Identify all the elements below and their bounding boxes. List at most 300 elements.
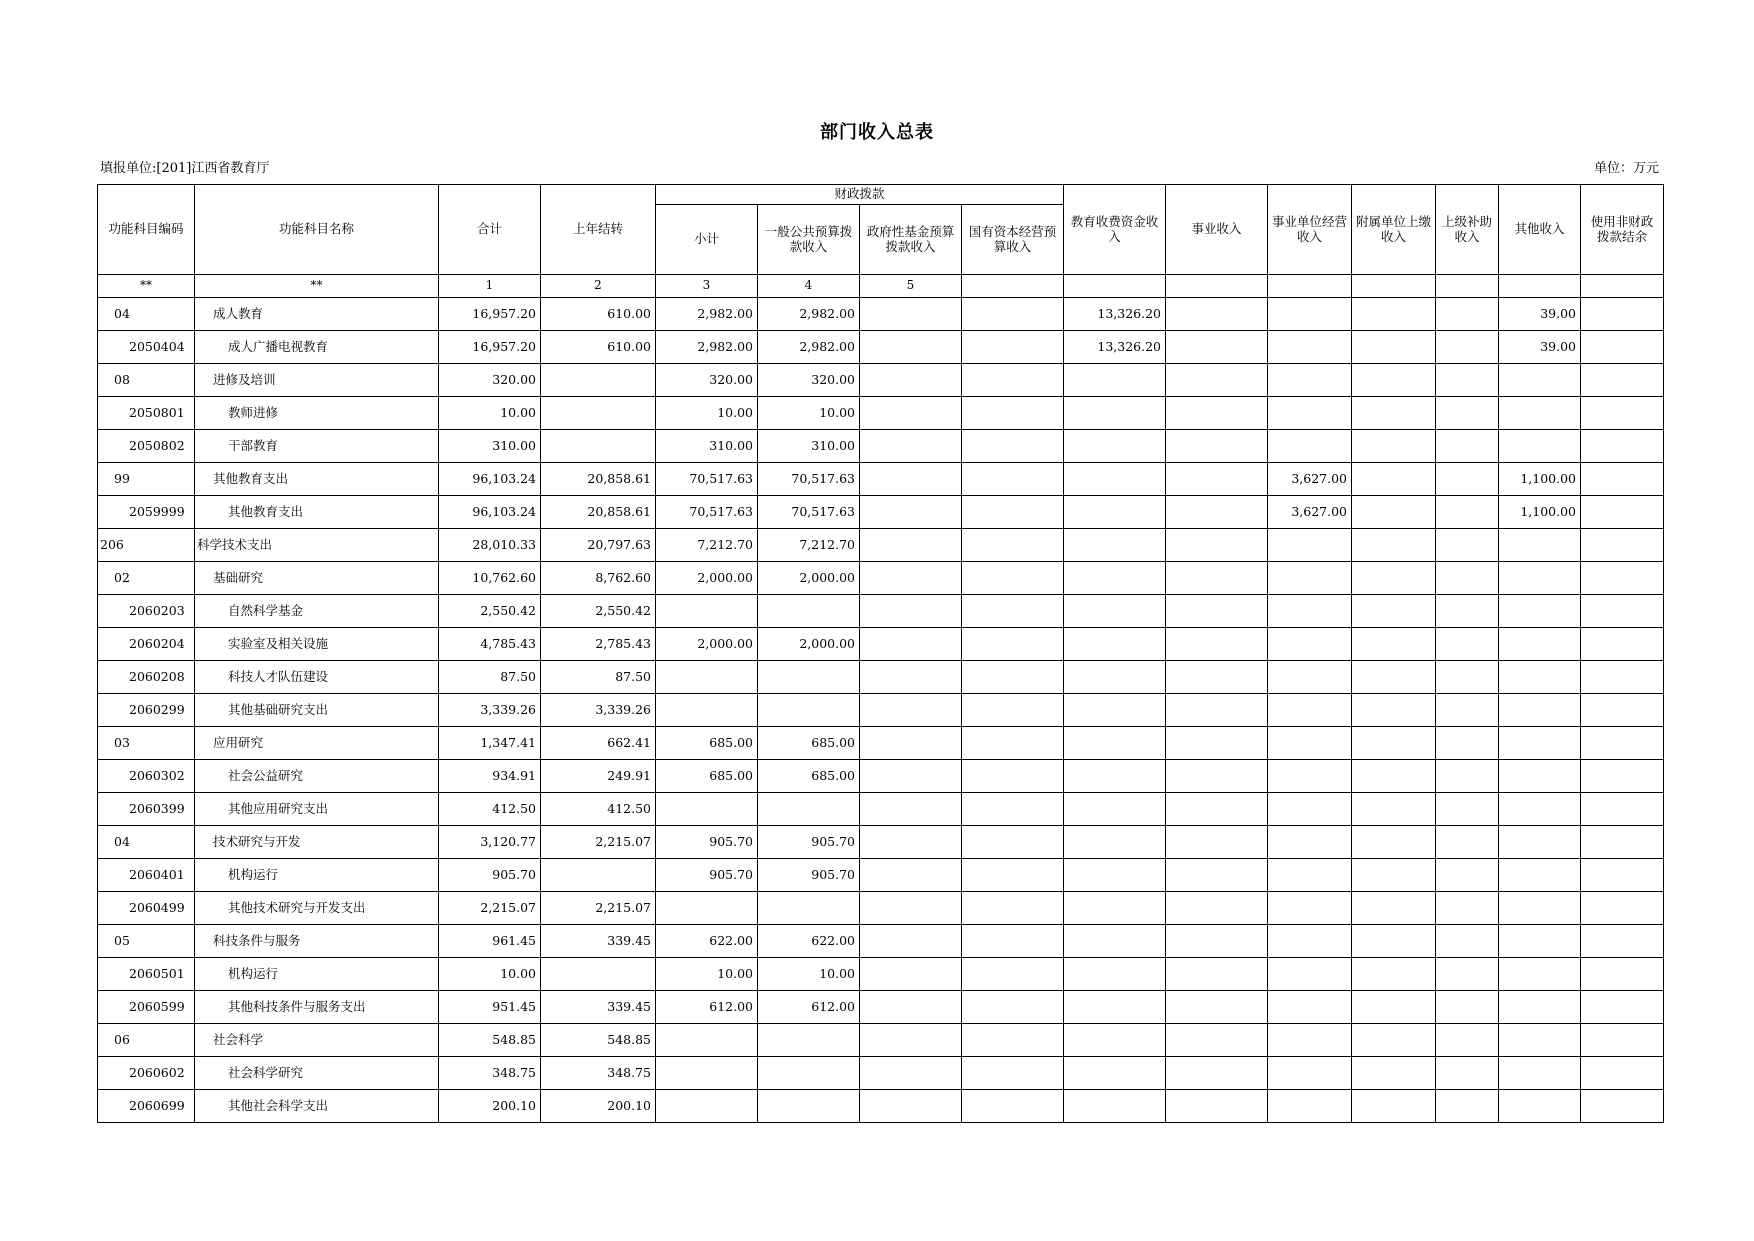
value-cell: [860, 496, 962, 529]
value-cell: 905.70: [656, 826, 758, 859]
name-cell: 实验室及相关设施: [195, 628, 439, 661]
value-cell: 310.00: [656, 430, 758, 463]
index-cell: 3: [656, 275, 758, 298]
value-cell: [962, 958, 1064, 991]
value-cell: 612.00: [656, 991, 758, 1024]
value-cell: [1064, 463, 1166, 496]
value-cell: [1268, 364, 1352, 397]
value-cell: [1268, 562, 1352, 595]
value-cell: [1166, 463, 1268, 496]
value-cell: [1268, 760, 1352, 793]
value-cell: [656, 892, 758, 925]
code-cell: 2050404: [98, 331, 195, 364]
value-cell: 339.45: [541, 925, 656, 958]
name-cell: 其他社会科学支出: [195, 1090, 439, 1123]
value-cell: [962, 661, 1064, 694]
value-cell: [860, 727, 962, 760]
value-cell: [860, 958, 962, 991]
value-cell: [1166, 595, 1268, 628]
value-cell: 3,627.00: [1268, 463, 1352, 496]
value-cell: [860, 364, 962, 397]
value-cell: [1352, 925, 1436, 958]
value-cell: 1,347.41: [439, 727, 541, 760]
value-cell: [1436, 694, 1499, 727]
code-cell: 04: [98, 298, 195, 331]
value-cell: [962, 925, 1064, 958]
value-cell: [1499, 925, 1581, 958]
value-cell: [860, 298, 962, 331]
value-cell: [1581, 595, 1664, 628]
value-cell: 70,517.63: [656, 496, 758, 529]
value-cell: [1064, 760, 1166, 793]
value-cell: [1436, 925, 1499, 958]
value-cell: 610.00: [541, 298, 656, 331]
value-cell: [1166, 430, 1268, 463]
value-cell: 2,785.43: [541, 628, 656, 661]
value-cell: 310.00: [439, 430, 541, 463]
value-cell: [1581, 463, 1664, 496]
value-cell: 610.00: [541, 331, 656, 364]
index-cell: [962, 275, 1064, 298]
code-cell: 2060203: [98, 595, 195, 628]
value-cell: [1581, 364, 1664, 397]
value-cell: [1436, 793, 1499, 826]
value-cell: 39.00: [1499, 298, 1581, 331]
value-cell: [1166, 529, 1268, 562]
value-cell: [656, 694, 758, 727]
value-cell: [1499, 1090, 1581, 1123]
name-cell: 成人教育: [195, 298, 439, 331]
table-row: [98, 628, 1664, 661]
value-cell: 87.50: [439, 661, 541, 694]
name-cell: 社会科学: [195, 1024, 439, 1057]
value-cell: [1436, 859, 1499, 892]
value-cell: [860, 628, 962, 661]
value-cell: [1352, 628, 1436, 661]
value-cell: [1064, 529, 1166, 562]
value-cell: [1436, 628, 1499, 661]
value-cell: [1581, 826, 1664, 859]
value-cell: [656, 595, 758, 628]
value-cell: [860, 859, 962, 892]
value-cell: [1436, 595, 1499, 628]
value-cell: [1268, 1090, 1352, 1123]
value-cell: [1581, 430, 1664, 463]
value-cell: [1499, 397, 1581, 430]
value-cell: [1499, 694, 1581, 727]
code-cell: 03: [98, 727, 195, 760]
name-cell: 应用研究: [195, 727, 439, 760]
value-cell: [1352, 298, 1436, 331]
value-cell: [860, 397, 962, 430]
table-row: [98, 991, 1664, 1024]
value-cell: [1581, 793, 1664, 826]
name-cell: 其他应用研究支出: [195, 793, 439, 826]
name-cell: 其他教育支出: [195, 496, 439, 529]
value-cell: [1499, 430, 1581, 463]
value-cell: [962, 1057, 1064, 1090]
value-cell: [1268, 331, 1352, 364]
name-cell: 机构运行: [195, 958, 439, 991]
value-cell: 4,785.43: [439, 628, 541, 661]
value-cell: 412.50: [439, 793, 541, 826]
value-cell: [1581, 562, 1664, 595]
value-cell: [860, 694, 962, 727]
value-cell: [1166, 397, 1268, 430]
value-cell: 339.45: [541, 991, 656, 1024]
header-state-capital: 国有资本经营预算收入: [962, 205, 1064, 275]
table-row: [98, 925, 1664, 958]
index-cell: 4: [758, 275, 860, 298]
value-cell: 2,215.07: [439, 892, 541, 925]
value-cell: [1436, 661, 1499, 694]
value-cell: [1499, 826, 1581, 859]
value-cell: [1064, 1090, 1166, 1123]
value-cell: [1581, 892, 1664, 925]
value-cell: [1268, 1057, 1352, 1090]
index-cell: 1: [439, 275, 541, 298]
table-row: [98, 1057, 1664, 1090]
value-cell: [860, 562, 962, 595]
value-cell: [1436, 298, 1499, 331]
code-cell: 05: [98, 925, 195, 958]
value-cell: 10.00: [758, 397, 860, 430]
value-cell: 548.85: [439, 1024, 541, 1057]
value-cell: [1436, 892, 1499, 925]
code-cell: 08: [98, 364, 195, 397]
header-gov-fund: 政府性基金预算拨款收入: [860, 205, 962, 275]
value-cell: [962, 760, 1064, 793]
value-cell: 3,339.26: [541, 694, 656, 727]
value-cell: 16,957.20: [439, 331, 541, 364]
value-cell: [1166, 331, 1268, 364]
value-cell: [1436, 1057, 1499, 1090]
index-row: [98, 275, 1664, 298]
name-cell: 科技人才队伍建设: [195, 661, 439, 694]
value-cell: 905.70: [439, 859, 541, 892]
value-cell: [1352, 496, 1436, 529]
value-cell: 8,762.60: [541, 562, 656, 595]
value-cell: 96,103.24: [439, 463, 541, 496]
value-cell: [656, 1057, 758, 1090]
value-cell: [1268, 859, 1352, 892]
header-subtotal: 小计: [656, 205, 758, 275]
value-cell: [1352, 562, 1436, 595]
value-cell: [1499, 859, 1581, 892]
value-cell: [860, 529, 962, 562]
code-cell: 2050802: [98, 430, 195, 463]
value-cell: 20,858.61: [541, 496, 656, 529]
value-cell: 1,100.00: [1499, 463, 1581, 496]
value-cell: [962, 1090, 1064, 1123]
value-cell: [1581, 958, 1664, 991]
value-cell: [1352, 1090, 1436, 1123]
table-row: [98, 1090, 1664, 1123]
table-row: [98, 496, 1664, 529]
code-cell: 2060602: [98, 1057, 195, 1090]
value-cell: 13,326.20: [1064, 331, 1166, 364]
value-cell: [860, 463, 962, 496]
value-cell: [1352, 1024, 1436, 1057]
value-cell: [1064, 496, 1166, 529]
table-row: [98, 892, 1664, 925]
value-cell: 685.00: [656, 727, 758, 760]
value-cell: [1064, 562, 1166, 595]
value-cell: [541, 859, 656, 892]
value-cell: [1268, 628, 1352, 661]
table-row: [98, 463, 1664, 496]
value-cell: [962, 331, 1064, 364]
value-cell: [962, 892, 1064, 925]
header-general-budget: 一般公共预算拨款收入: [758, 205, 860, 275]
value-cell: [1166, 991, 1268, 1024]
value-cell: [1436, 562, 1499, 595]
value-cell: [962, 298, 1064, 331]
value-cell: 548.85: [541, 1024, 656, 1057]
value-cell: 2,000.00: [656, 628, 758, 661]
value-cell: [1581, 859, 1664, 892]
code-cell: 2060399: [98, 793, 195, 826]
table-row: [98, 595, 1664, 628]
index-cell: [1499, 275, 1581, 298]
value-cell: [1268, 991, 1352, 1024]
value-cell: [541, 364, 656, 397]
value-cell: 20,858.61: [541, 463, 656, 496]
value-cell: [1268, 892, 1352, 925]
value-cell: [1064, 364, 1166, 397]
table-row: [98, 298, 1664, 331]
value-cell: 612.00: [758, 991, 860, 1024]
value-cell: [541, 397, 656, 430]
value-cell: [1166, 661, 1268, 694]
value-cell: 622.00: [656, 925, 758, 958]
value-cell: [962, 364, 1064, 397]
index-cell: [1581, 275, 1664, 298]
code-cell: 99: [98, 463, 195, 496]
value-cell: [1352, 958, 1436, 991]
table-row: [98, 331, 1664, 364]
value-cell: 13,326.20: [1064, 298, 1166, 331]
header-other: 其他收入: [1499, 185, 1581, 275]
value-cell: 622.00: [758, 925, 860, 958]
value-cell: 7,212.70: [758, 529, 860, 562]
income-summary-table: [97, 184, 1664, 1123]
index-cell: [1436, 275, 1499, 298]
value-cell: [1166, 760, 1268, 793]
value-cell: [860, 826, 962, 859]
value-cell: [1166, 1090, 1268, 1123]
header-operating: 事业单位经营收入: [1268, 185, 1352, 275]
header-edu-fee: 教育收费资金收入: [1064, 185, 1166, 275]
fill-unit-label: 填报单位:[201]江西省教育厅: [100, 161, 270, 176]
value-cell: [1064, 430, 1166, 463]
value-cell: [1166, 958, 1268, 991]
value-cell: [962, 628, 1064, 661]
name-cell: 其他技术研究与开发支出: [195, 892, 439, 925]
table-row: [98, 661, 1664, 694]
value-cell: [656, 661, 758, 694]
value-cell: 16,957.20: [439, 298, 541, 331]
value-cell: [1499, 595, 1581, 628]
name-cell: 干部教育: [195, 430, 439, 463]
value-cell: [1064, 892, 1166, 925]
table-row: [98, 760, 1664, 793]
value-cell: [1064, 991, 1166, 1024]
value-cell: [1581, 727, 1664, 760]
value-cell: [860, 595, 962, 628]
value-cell: [1352, 826, 1436, 859]
table-body: [98, 298, 1664, 1123]
value-cell: 905.70: [758, 859, 860, 892]
value-cell: [1352, 397, 1436, 430]
code-cell: 2060699: [98, 1090, 195, 1123]
code-cell: 04: [98, 826, 195, 859]
value-cell: [758, 595, 860, 628]
value-cell: 2,550.42: [439, 595, 541, 628]
index-cell: 5: [860, 275, 962, 298]
value-cell: [1352, 793, 1436, 826]
value-cell: [1499, 760, 1581, 793]
value-cell: [1436, 760, 1499, 793]
name-cell: 成人广播电视教育: [195, 331, 439, 364]
value-cell: [1268, 595, 1352, 628]
index-cell: [1064, 275, 1166, 298]
header-carryover: 上年结转: [541, 185, 656, 275]
value-cell: [1064, 826, 1166, 859]
value-cell: [860, 1090, 962, 1123]
value-cell: [1352, 1057, 1436, 1090]
value-cell: [962, 991, 1064, 1024]
code-cell: 2060208: [98, 661, 195, 694]
value-cell: [1499, 529, 1581, 562]
value-cell: [1436, 331, 1499, 364]
value-cell: 1,100.00: [1499, 496, 1581, 529]
value-cell: 70,517.63: [758, 496, 860, 529]
value-cell: 662.41: [541, 727, 656, 760]
value-cell: 412.50: [541, 793, 656, 826]
index-cell: [1352, 275, 1436, 298]
value-cell: [1064, 595, 1166, 628]
value-cell: [1064, 727, 1166, 760]
value-cell: [962, 562, 1064, 595]
value-cell: [1436, 496, 1499, 529]
value-cell: [541, 430, 656, 463]
value-cell: [1166, 925, 1268, 958]
report-title: 部门收入总表: [820, 122, 934, 143]
value-cell: [1064, 1024, 1166, 1057]
value-cell: [1352, 991, 1436, 1024]
value-cell: [860, 991, 962, 1024]
value-cell: [1268, 925, 1352, 958]
value-cell: [1166, 1057, 1268, 1090]
value-cell: [860, 661, 962, 694]
value-cell: 39.00: [1499, 331, 1581, 364]
value-cell: [962, 1024, 1064, 1057]
code-cell: 2060299: [98, 694, 195, 727]
table-row: [98, 430, 1664, 463]
index-cell: [1166, 275, 1268, 298]
value-cell: [962, 826, 1064, 859]
header-affiliated: 附属单位上缴收入: [1352, 185, 1436, 275]
table-row: [98, 958, 1664, 991]
value-cell: [860, 892, 962, 925]
value-cell: [962, 727, 1064, 760]
value-cell: 961.45: [439, 925, 541, 958]
value-cell: 685.00: [656, 760, 758, 793]
value-cell: 934.91: [439, 760, 541, 793]
value-cell: 905.70: [758, 826, 860, 859]
code-cell: 2060599: [98, 991, 195, 1024]
value-cell: [1064, 925, 1166, 958]
name-cell: 技术研究与开发: [195, 826, 439, 859]
value-cell: [758, 892, 860, 925]
value-cell: 7,212.70: [656, 529, 758, 562]
value-cell: 685.00: [758, 727, 860, 760]
value-cell: [1166, 1024, 1268, 1057]
value-cell: [1352, 331, 1436, 364]
value-cell: [1352, 364, 1436, 397]
value-cell: 2,550.42: [541, 595, 656, 628]
code-cell: 2060501: [98, 958, 195, 991]
value-cell: [1436, 1090, 1499, 1123]
value-cell: [1436, 991, 1499, 1024]
value-cell: 70,517.63: [758, 463, 860, 496]
index-cell: **: [98, 275, 195, 298]
index-cell: [1268, 275, 1352, 298]
value-cell: [1581, 496, 1664, 529]
value-cell: [1436, 364, 1499, 397]
code-cell: 2060401: [98, 859, 195, 892]
value-cell: 320.00: [439, 364, 541, 397]
value-cell: [1581, 661, 1664, 694]
value-cell: [758, 1024, 860, 1057]
value-cell: [1064, 859, 1166, 892]
value-cell: [1499, 562, 1581, 595]
value-cell: [1352, 727, 1436, 760]
value-cell: [1268, 1024, 1352, 1057]
value-cell: 28,010.33: [439, 529, 541, 562]
value-cell: [1352, 463, 1436, 496]
value-cell: [1268, 694, 1352, 727]
value-cell: [1499, 661, 1581, 694]
name-cell: 机构运行: [195, 859, 439, 892]
value-cell: 2,215.07: [541, 826, 656, 859]
value-cell: [1436, 397, 1499, 430]
value-cell: 10,762.60: [439, 562, 541, 595]
value-cell: [1064, 661, 1166, 694]
code-cell: 02: [98, 562, 195, 595]
value-cell: [1499, 958, 1581, 991]
name-cell: 科技条件与服务: [195, 925, 439, 958]
name-cell: 其他科技条件与服务支出: [195, 991, 439, 1024]
header-code: 功能科目编码: [98, 185, 195, 275]
value-cell: [1436, 430, 1499, 463]
table-row: [98, 694, 1664, 727]
value-cell: [1166, 826, 1268, 859]
value-cell: [1166, 628, 1268, 661]
name-cell: 社会科学研究: [195, 1057, 439, 1090]
header-total: 合计: [439, 185, 541, 275]
table-row: [98, 364, 1664, 397]
value-cell: [758, 1057, 860, 1090]
value-cell: [1352, 859, 1436, 892]
value-cell: 348.75: [541, 1057, 656, 1090]
value-cell: [1064, 694, 1166, 727]
code-cell: 206: [98, 529, 195, 562]
name-cell: 其他教育支出: [195, 463, 439, 496]
value-cell: [1268, 298, 1352, 331]
value-cell: [1268, 958, 1352, 991]
